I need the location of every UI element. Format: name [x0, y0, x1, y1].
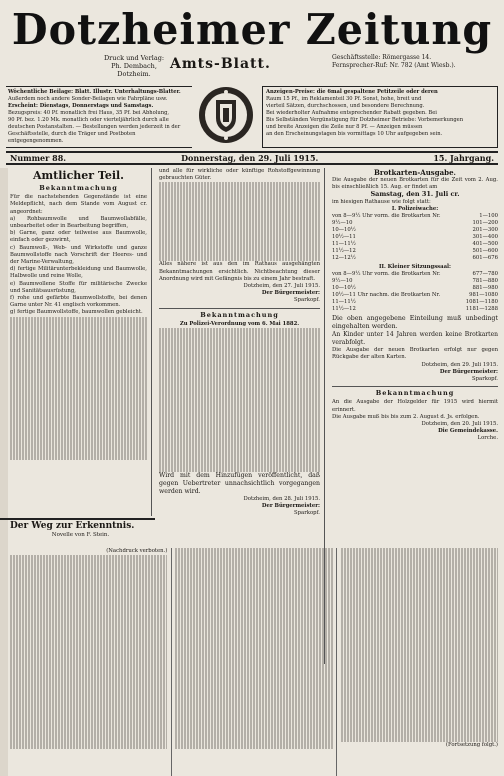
- text-line: [10, 699, 167, 706]
- office-address: Geschäftsstelle: Römergasse 14.: [332, 54, 432, 61]
- signature-role: Die Gemeindekasse.: [438, 428, 498, 435]
- text-line: [341, 555, 498, 562]
- text-line: [10, 685, 167, 692]
- ad-line: Anzeigen-Preise: die 6mal gespaltene Petitzeile oder deren: [266, 89, 438, 95]
- ad-line: an den Erscheinungstagen bis vormittags 10 Uhr aufgegeben sein.: [266, 131, 443, 137]
- notice-item: a) Rohbaumwolle und Baumwollabfälle, unbearbeitet oder in Bearbeitung begriffen,: [10, 215, 147, 230]
- text-line: [341, 713, 498, 720]
- notice-item: b) Garne, ganz oder teilweise aus Baumwolle, einfach oder gezwirnt,: [10, 230, 147, 244]
- text-line: [10, 735, 167, 742]
- text-line: [341, 677, 498, 684]
- text-line: [175, 555, 332, 562]
- text-line: [341, 613, 498, 620]
- schedule-row: [332, 292, 498, 299]
- schedule-table-2: [332, 271, 498, 313]
- text-line: [175, 721, 332, 728]
- info-line: Bezugspreis: 40 Pf. monatlich frei Haus, 35 Pf. bei Abholung,: [8, 110, 170, 116]
- notice-text: Die oben angegebene Einteilung muß unbedingt eingehalten werden.: [332, 315, 498, 331]
- text-line: [10, 728, 167, 735]
- serial-body: [0, 548, 504, 776]
- text-line: [175, 570, 332, 577]
- text-line: [175, 577, 332, 584]
- contact-info: [332, 54, 492, 70]
- text-line: [341, 649, 498, 656]
- text-line: [10, 634, 167, 641]
- notice-heading: Bekanntmachung: [39, 184, 118, 192]
- notice-text: Die Ausgabe der neuen Brotkarten erfolgt nur gegen Rückgabe der alten Karten.: [332, 347, 498, 361]
- schedule-time: 10½—11: [332, 234, 356, 241]
- text-line: [341, 699, 498, 706]
- text-line: [341, 641, 498, 648]
- schedule-time: 9½—10: [332, 220, 353, 227]
- room-heading: I. Polizeiwache:: [391, 205, 439, 212]
- subscription-info: [6, 86, 192, 148]
- info-line: Außerdem noch andere Sonder-Beilagen wie Fahrpläne usw.: [8, 96, 168, 102]
- divider: [332, 386, 498, 387]
- text-line: [341, 577, 498, 584]
- text-line: [175, 598, 332, 605]
- body-text-block: [159, 328, 320, 472]
- text-line: [10, 670, 167, 677]
- info-line: deutschen Postanstalten. — Bestellungen werden jederzeit in der: [8, 124, 181, 130]
- notice-reference: Zu Polizei-Verordnung vom 6. Mai 1882.: [179, 320, 300, 327]
- text-line: [10, 598, 167, 605]
- text-line: [175, 685, 332, 692]
- printer-label: Druck und Verlag:: [103, 54, 165, 62]
- issue-number: Nummer 88.: [10, 153, 67, 163]
- text-line: [341, 663, 498, 670]
- text-line: [10, 620, 167, 627]
- signature-name: Sparkopf.: [294, 510, 320, 517]
- text-line: [341, 620, 498, 627]
- text-line: [175, 649, 332, 656]
- body-text-block: [10, 317, 147, 461]
- text-line: [10, 663, 167, 670]
- text-line: [175, 606, 332, 613]
- text-line: [175, 562, 332, 569]
- text-line: [10, 677, 167, 684]
- body-text-block: [10, 548, 498, 749]
- schedule-time: 10—10½: [332, 227, 356, 234]
- text-line: [341, 706, 498, 713]
- text-line: [175, 728, 332, 735]
- place-date: Dotzheim, den 27. Juli 1915.: [243, 283, 320, 290]
- text-line: [10, 692, 167, 699]
- schedule-time: 11½—12: [332, 248, 356, 255]
- text-line: [175, 634, 332, 641]
- schedule-range: 677—780: [472, 271, 498, 278]
- column-official: [0, 168, 152, 516]
- signature-name: Sparkopf.: [294, 297, 320, 304]
- text-line: [175, 692, 332, 699]
- schedule-range: 1—100: [479, 213, 498, 220]
- schedule-range: 401—500: [472, 241, 498, 248]
- text-line: [10, 577, 167, 584]
- text-line: [10, 627, 167, 634]
- schedule-time: von 8—9½ Uhr vorm. die Brotkarten Nr.: [332, 271, 441, 278]
- text-line: [341, 605, 498, 612]
- text-line: [341, 720, 498, 727]
- signature-role: Der Bürgermeister:: [261, 503, 320, 510]
- notice-text: An Kinder unter 14 Jahren werden keine Brotkarten verabfolgt.: [332, 331, 498, 347]
- text-line: [341, 634, 498, 641]
- schedule-range: 201—300: [472, 227, 498, 234]
- text-line: [341, 735, 498, 742]
- notice-text: im hiesigen Rathause wie folgt statt:: [332, 198, 431, 205]
- text-line: [341, 656, 498, 663]
- place-date: Dotzheim, den 28. Juli 1915.: [243, 495, 320, 502]
- text-line: [175, 670, 332, 677]
- schedule-range: 301—400: [472, 234, 498, 241]
- text-line: [341, 584, 498, 591]
- text-line: [341, 591, 498, 598]
- schedule-table-1: [332, 213, 498, 262]
- notice-text: Die Ausgabe muß bis bis zum 2. August d. Js. erfolgen.: [332, 413, 480, 420]
- schedule-range: 881—980: [472, 285, 498, 292]
- serial-note: (Nachdruck verboten.): [106, 548, 168, 554]
- place-date: Dotzheim, den 20. Juli 1915.: [421, 421, 498, 428]
- section-title-official: Amtlicher Teil.: [32, 169, 125, 182]
- text-line: [175, 641, 332, 648]
- notice-text: und alle für wirkliche oder künftige Rohstoffgewinnung gebrauchten Güter.: [159, 168, 320, 182]
- text-line: [175, 735, 332, 742]
- text-line: [10, 591, 167, 598]
- serial-continued: (Fortsetzung folgt.): [445, 742, 498, 749]
- coat-of-arms-seal: [196, 84, 256, 146]
- section-title-bread: Brotkarten-Ausgabe.: [374, 168, 456, 177]
- schedule-row: [332, 234, 498, 241]
- schedule-range: 781—880: [472, 278, 498, 285]
- text-line: [175, 656, 332, 663]
- signature-name: Lorche.: [477, 435, 498, 442]
- schedule-range: 101—200: [472, 220, 498, 227]
- newspaper-title: Dotzheimer Zeitung: [11, 5, 493, 54]
- text-line: [10, 606, 167, 613]
- schedule-row: [332, 248, 498, 255]
- text-line: [175, 663, 332, 670]
- text-line: [175, 706, 332, 713]
- text-line: [341, 728, 498, 735]
- newspaper-subtitle: Amts-Blatt.: [170, 56, 271, 72]
- room-heading: II. Kleiner Sitzungssaal:: [379, 264, 451, 271]
- schedule-row: [332, 278, 498, 285]
- text-line: [175, 584, 332, 591]
- notice-heading: Bekanntmachung: [200, 310, 279, 319]
- signature-role: Der Bürgermeister:: [439, 368, 498, 375]
- notice-item: g) fertige Baumwollstoffe, baumwollen gebleicht.: [10, 309, 143, 316]
- distribution-date: Samstag, den 31. Juli cr.: [370, 190, 460, 199]
- schedule-row: [332, 255, 498, 262]
- schedule-time: 11—11½: [332, 241, 356, 248]
- text-line: [10, 584, 167, 591]
- body-text-block: [159, 182, 320, 261]
- schedule-time: 9½—10: [332, 278, 353, 285]
- schedule-range: 501—600: [472, 248, 498, 255]
- text-line: [10, 570, 167, 577]
- text-line: [175, 613, 332, 620]
- text-line: [175, 713, 332, 720]
- printer-name: Ph. Dembach, Dotzheim.: [111, 62, 157, 78]
- text-line: [341, 692, 498, 699]
- signature-name: Sparkopf.: [472, 376, 498, 383]
- schedule-time: 12—12½: [332, 255, 356, 262]
- text-line: [10, 562, 167, 569]
- text-line: [341, 685, 498, 692]
- notice-item: e) Baumwollene Stoffe für militärische Zwecke und Sanitätsausrüstung,: [10, 280, 147, 294]
- text-line: [10, 613, 167, 620]
- text-line: [341, 627, 498, 634]
- text-line: [10, 742, 167, 749]
- info-line: Erscheint: Dienstags, Donnerstags und Samstags.: [8, 103, 154, 109]
- text-line: [10, 555, 167, 562]
- notice-text: Die Ausgabe der neuen Brotkarten für die Zeit vom 2. Aug. bis einschließlich 15. Aug. er findet am: [332, 177, 498, 191]
- schedule-range: 1081—1180: [465, 299, 498, 306]
- text-line: [175, 699, 332, 706]
- text-line: [10, 721, 167, 728]
- issue-year: 15. Jahrgang.: [433, 153, 494, 163]
- notice-text: An die Ausgabe der Holzgelder für 1915 wird hiermit erinnert.: [332, 399, 498, 413]
- notice-heading: Bekanntmachung: [375, 389, 455, 398]
- phone-number: Fernsprecher-Ruf: Nr. 782 (Amt Wiesb.).: [332, 62, 456, 69]
- schedule-row: [332, 227, 498, 234]
- text-line: [341, 598, 498, 605]
- info-line: Wöchentliche Beilage: Blatt. Illustr. Unterhaltungs-Blatter.: [8, 89, 181, 95]
- text-line: [175, 742, 332, 749]
- schedule-range: 981—1080: [469, 292, 498, 299]
- text-line: [341, 562, 498, 569]
- ad-line: vierteil Sätzen, durchschossen, und besondere Berechnung.: [266, 103, 425, 109]
- text-line: [10, 713, 167, 720]
- ad-line: Raum 15 Pf., im Reklamenteil 30 Pf. Sonst, hohe, breit und: [266, 96, 422, 102]
- place-date: Dotzheim, den 29. Juli 1915.: [421, 361, 498, 368]
- notice-text: Wird mit dem Hinzufügen veröffentlicht, daß gegen Uebertreter unnachsichtlich vorgegangen werden wird.: [159, 471, 320, 495]
- schedule-range: 601—676: [472, 255, 498, 262]
- text-line: [10, 706, 167, 713]
- notice-item: d) fertige Militärunterbekleidung und Baumwolle, Halbwolle und reine Wolle,: [10, 266, 147, 280]
- info-line: Geschäftsstelle, durch die Träger und Postboten entgegengenommen.: [8, 131, 136, 144]
- notice-intro: Für die nachstehenden Gegenstände ist eine Meldepflicht, nach dem Stande vom August cr. angeordnet:: [10, 194, 147, 215]
- text-line: [175, 548, 332, 555]
- masthead: [6, 6, 498, 88]
- text-line: [175, 677, 332, 684]
- schedule-row: [332, 299, 498, 306]
- issue-date: Donnerstag, den 29. Juli 1915.: [181, 153, 319, 163]
- text-line: [10, 641, 167, 648]
- notice-item: f) rohe und gefärbte Baumwollstoffe, bei denen Garne unter Nr. 41 englisch vorkommen.: [10, 295, 147, 309]
- notice-item: c) Baumwoll-, Web- und Wirkstoffe und ganze Baumwollstoffe nach Vorschrift der Heeres- und der Marine-Verwaltung,: [10, 244, 147, 266]
- signature-role: Der Bürgermeister:: [261, 290, 320, 297]
- issue-dateline: [6, 151, 498, 165]
- serial-heading: [0, 518, 155, 540]
- schedule-time: 11—11½: [332, 299, 356, 306]
- schedule-time: 10—10½: [332, 285, 356, 292]
- schedule-time: 10½—11 Uhr nachm. die Brotkarten Nr.: [332, 292, 441, 299]
- schedule-row: [332, 241, 498, 248]
- schedule-row: [332, 306, 498, 313]
- ad-rates-info: [262, 86, 498, 148]
- text-line: [175, 591, 332, 598]
- notice-text: Alles nähere ist aus den im Rathaus ausgehängten Bekanntmachungen ersichtlich. Nichtbeachtung dieser Anordnung wird mit Gefängnis bis zu einem Jahr bestraft.: [159, 261, 320, 282]
- ad-line: Bis Selbständen Vergünstigung für Dotzheimer Betriebe: Vorbemerkungen: [266, 117, 464, 123]
- printer-info: [94, 54, 174, 78]
- text-line: [341, 570, 498, 577]
- info-line: 90 Pf. bez. 1.20 Mk. monatlich oder vierteljährlich durch alle: [8, 117, 169, 123]
- schedule-row: [332, 271, 498, 278]
- text-line: [10, 649, 167, 656]
- text-line: [175, 627, 332, 634]
- ad-line: und breite Anzeigen die Zeile nur 8 Pf. — Anzeigen müssen: [266, 124, 423, 130]
- divider: [159, 308, 320, 309]
- schedule-range: 1181—1288: [465, 306, 498, 313]
- ad-line: Bei wiederholter Aufnahme entsprechender Rabatt gegeben. Bei: [266, 110, 437, 116]
- text-line: [341, 670, 498, 677]
- serial-subtitle: Novelle von F. Stein.: [51, 532, 110, 538]
- text-line: [10, 656, 167, 663]
- serial-title: Der Weg zur Erkenntnis.: [10, 521, 135, 531]
- schedule-time: von 8—9½ Uhr vorm. die Brotkarten Nr.: [332, 213, 441, 220]
- text-line: [175, 620, 332, 627]
- schedule-row: [332, 220, 498, 227]
- schedule-time: 11½—12: [332, 306, 356, 313]
- schedule-row: [332, 213, 498, 220]
